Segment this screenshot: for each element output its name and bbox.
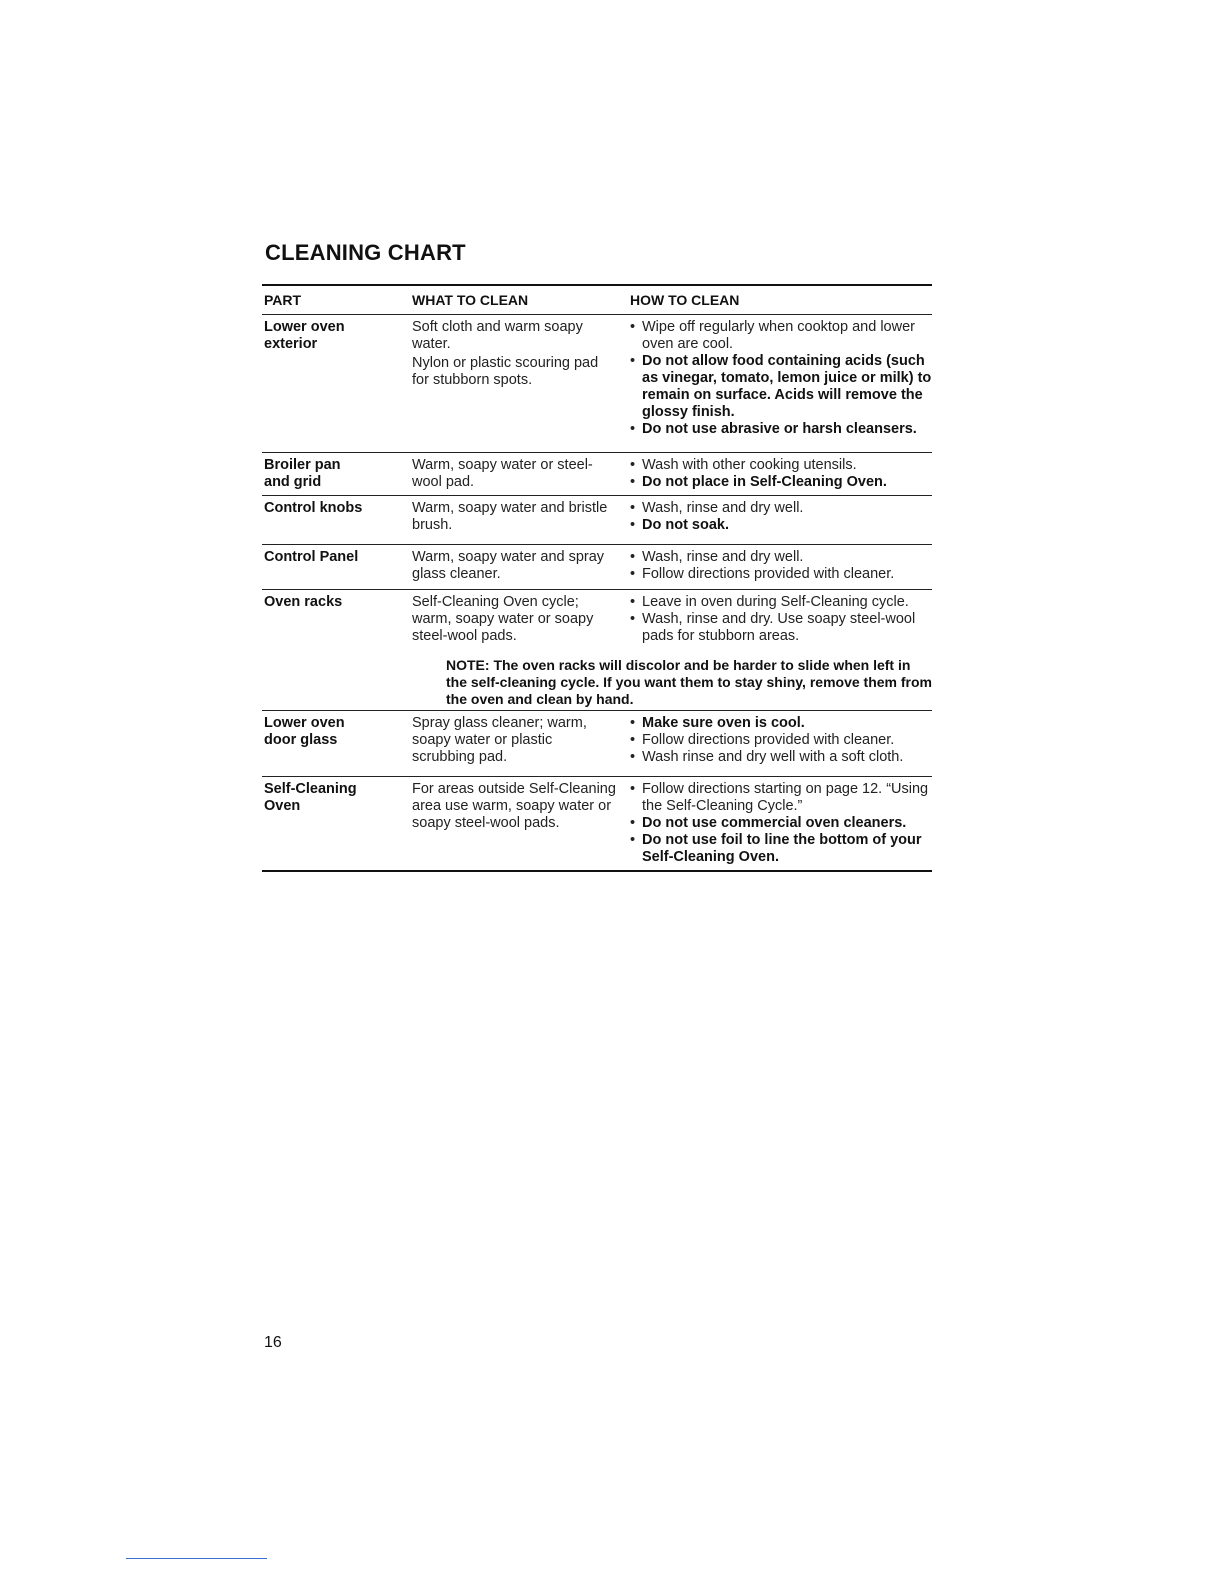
- part-label-line: exterior: [264, 336, 318, 352]
- how-to-clean-cell: [630, 549, 932, 585]
- part-cell: [262, 319, 412, 438]
- part-label-line: door glass: [264, 732, 338, 748]
- bullet-text: Follow directions provided with cleaner.: [642, 566, 895, 582]
- bullet-item: [630, 815, 932, 832]
- bullet-item: [630, 611, 932, 645]
- bullet-text: Follow directions provided with cleaner.: [642, 732, 895, 748]
- what-to-clean-cell: [412, 594, 630, 647]
- part-label-line: Broiler pan: [264, 457, 341, 473]
- cleaning-chart-table: [262, 284, 932, 872]
- bullet-text: Wash, rinse and dry well.: [642, 549, 804, 565]
- bullet-item: [630, 319, 932, 353]
- corner-link-line: [126, 1558, 267, 1559]
- bullet-icon: •: [630, 500, 636, 516]
- row-rule: [262, 870, 932, 872]
- bullet-icon: •: [630, 474, 636, 490]
- bullet-item: [630, 500, 932, 517]
- table-header: [262, 286, 932, 314]
- bullet-item: [630, 749, 932, 766]
- bullet-text: Wash, rinse and dry well.: [642, 500, 804, 516]
- part-cell: [262, 781, 412, 866]
- bullet-icon: •: [630, 832, 636, 848]
- what-to-clean-cell: [412, 500, 630, 536]
- bullet-icon: •: [630, 457, 636, 473]
- what-to-clean-text: Soft cloth and warm soapy water.: [412, 319, 583, 352]
- what-to-clean-cell: [412, 781, 630, 866]
- bullet-icon: •: [630, 611, 636, 627]
- bullet-icon: •: [630, 353, 636, 369]
- bullet-item: [630, 832, 932, 866]
- how-to-clean-cell: [630, 594, 932, 647]
- what-to-clean-text: Self-Cleaning Oven cycle; warm, soapy water or soapy steel-wool pads.: [412, 594, 594, 644]
- bullet-item: [630, 781, 932, 815]
- bullet-icon: •: [630, 319, 636, 335]
- bullet-icon: •: [630, 549, 636, 565]
- what-to-clean-text: Warm, soapy water and spray glass cleaner.: [412, 549, 605, 582]
- part-cell: [262, 500, 412, 536]
- what-to-clean-cell: [412, 319, 630, 438]
- bullet-icon: •: [630, 715, 636, 731]
- how-to-clean-cell: [630, 319, 932, 438]
- part-cell: [262, 594, 412, 647]
- how-to-clean-cell: [630, 500, 932, 536]
- what-to-clean-text: Warm, soapy water or steel-wool pad.: [412, 457, 593, 490]
- table-row: [262, 590, 932, 651]
- page-title: CLEANING CHART: [265, 240, 466, 265]
- part-label-line: and grid: [264, 474, 322, 490]
- bullet-text: Do not use abrasive or harsh cleansers.: [642, 421, 917, 437]
- part-label-line: Oven racks: [264, 594, 343, 610]
- bullet-text: Leave in oven during Self-Cleaning cycle.: [642, 594, 909, 610]
- bullet-text: Do not soak.: [642, 517, 730, 533]
- what-to-clean-cell: [412, 457, 630, 493]
- part-label-line: Self-Cleaning: [264, 781, 357, 797]
- bullet-text: Do not use foil to line the bottom of your Self-Cleaning Oven.: [642, 832, 922, 865]
- bullet-item: [630, 517, 932, 534]
- what-to-clean-text: Spray glass cleaner; warm, soapy water or plastic scrubbing pad.: [412, 715, 587, 765]
- part-label-line: Lower oven: [264, 319, 345, 335]
- bullet-text: Wash with other cooking utensils.: [642, 457, 857, 473]
- bullet-icon: •: [630, 594, 636, 610]
- bullet-item: [630, 549, 932, 566]
- bullet-item: [630, 421, 932, 438]
- bullet-icon: •: [630, 815, 636, 831]
- part-cell: [262, 457, 412, 493]
- bullet-icon: •: [630, 566, 636, 582]
- bullet-icon: •: [630, 732, 636, 748]
- part-label-line: Oven: [264, 798, 301, 814]
- bullet-item: [630, 566, 932, 583]
- part-cell: [262, 715, 412, 768]
- part-label-line: Control Panel: [264, 549, 359, 565]
- part-label-line: Control knobs: [264, 500, 363, 516]
- bullet-item: [630, 457, 932, 474]
- how-to-clean-cell: [630, 715, 932, 768]
- bullet-text: Do not use commercial oven cleaners.: [642, 815, 907, 831]
- table-row: [262, 315, 932, 452]
- header-part: PART: [264, 292, 302, 308]
- bullet-text: Make sure oven is cool.: [642, 715, 805, 731]
- bullet-text: Wash, rinse and dry. Use soapy steel-wool pads for stubborn areas.: [642, 611, 916, 644]
- table-row: [262, 777, 932, 870]
- what-to-clean-text: For areas outside Self-Cleaning area use warm, soapy water or soapy steel-wool pads.: [412, 781, 616, 831]
- header-what-to-clean: WHAT TO CLEAN: [412, 292, 529, 308]
- bullet-text: Wipe off regularly when cooktop and lower oven are cool.: [642, 319, 915, 352]
- bullet-icon: •: [630, 421, 636, 437]
- bullet-text: Wash rinse and dry well with a soft cloth.: [642, 749, 904, 765]
- what-to-clean-cell: [412, 715, 630, 768]
- bullet-text: Do not allow food containing acids (such as vinegar, tomato, lemon juice or milk) to remain on surface. Acids will remove the glossy finish.: [642, 353, 932, 420]
- table-body: [262, 315, 932, 872]
- bullet-item: [630, 474, 932, 491]
- bullet-text: Do not place in Self-Cleaning Oven.: [642, 474, 887, 490]
- what-to-clean-text: Nylon or plastic scouring pad for stubborn spots.: [412, 355, 599, 388]
- header-how-to-clean: HOW TO CLEAN: [630, 292, 740, 308]
- page-number: 16: [264, 1334, 282, 1351]
- bullet-icon: •: [630, 781, 636, 797]
- table-row: [262, 545, 932, 589]
- bullet-item: [630, 715, 932, 732]
- note-text: NOTE: The oven racks will discolor and be harder to slide when left in the self-cleaning cycle. If you want them to stay shiny, remove them from the oven and clean by hand.: [446, 657, 932, 707]
- bullet-item: [630, 732, 932, 749]
- part-label-line: Lower oven: [264, 715, 345, 731]
- part-cell: [262, 549, 412, 585]
- bullet-text: Follow directions starting on page 12. “Using the Self-Cleaning Cycle.”: [642, 781, 929, 814]
- what-to-clean-text: Warm, soapy water and bristle brush.: [412, 500, 608, 533]
- how-to-clean-cell: [630, 457, 932, 493]
- bullet-item: [630, 594, 932, 611]
- what-to-clean-cell: [412, 549, 630, 585]
- how-to-clean-cell: [630, 781, 932, 866]
- bullet-item: [630, 353, 932, 421]
- bullet-icon: •: [630, 749, 636, 765]
- table-row: [262, 711, 932, 776]
- table-row: [262, 496, 932, 544]
- table-row: [262, 453, 932, 495]
- bullet-icon: •: [630, 517, 636, 533]
